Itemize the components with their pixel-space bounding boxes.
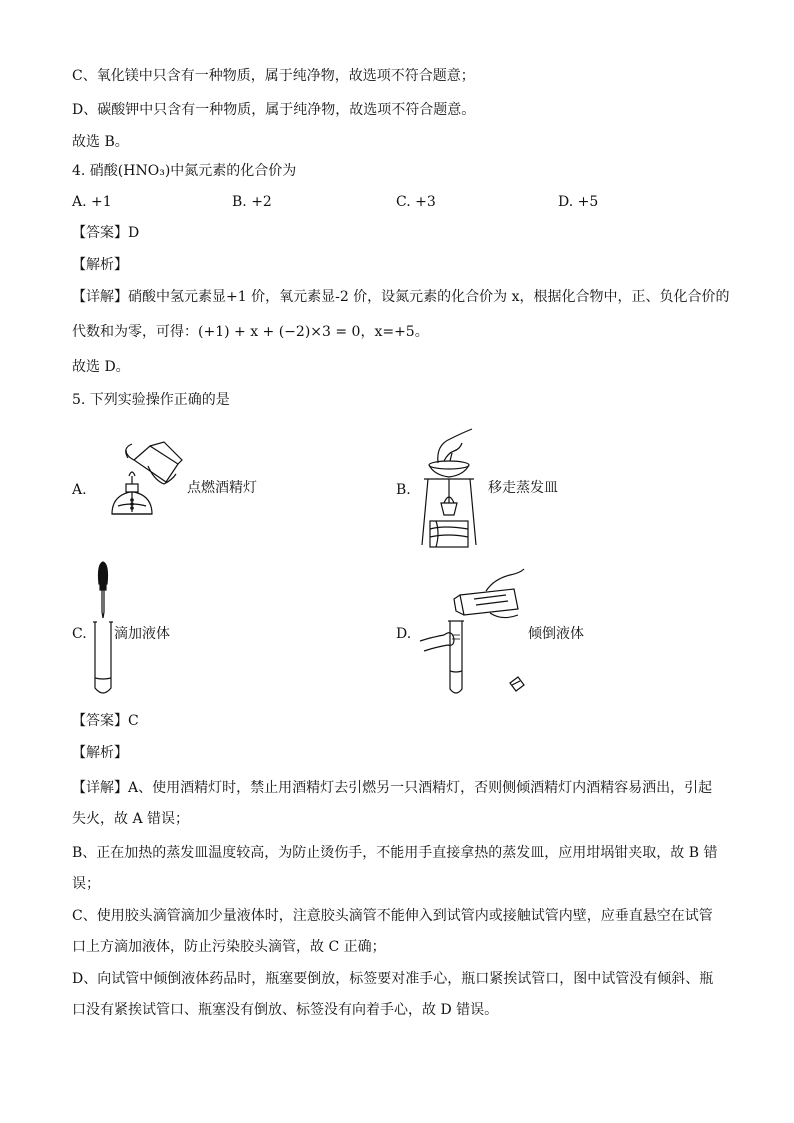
q5-answer: 【答案】C <box>72 713 139 729</box>
q5-option-d-caption: 倾倒液体 <box>528 626 584 642</box>
q5-detail-c: C、使用胶头滴管滴加少量液体时，注意胶头滴管不能伸入到试管内或接触试管内壁，应垂直悬空在试管口上方滴加液体，防止污染胶头滴管，故 C 正确； <box>72 908 713 955</box>
q4-detail-line1: 【详解】硝酸中氢元素显+1 价，氧元素显-2 价，设氮元素的化合价为 x，根据化合物中，正、负化合价的 <box>72 289 730 305</box>
q5-option-d-letter: D. <box>396 626 412 642</box>
q5-stem: 5. 下列实验操作正确的是 <box>72 392 230 408</box>
q4-conclusion: 故选 D。 <box>72 359 130 375</box>
q4-answer: 【答案】D <box>72 225 140 241</box>
q4-option-c: C. +3 <box>396 194 436 210</box>
q4-detail-line2: 代数和为零，可得：(+1) + x + (−2)×3 = 0，x=+5。 <box>72 324 429 340</box>
q5-option-c-caption: 滴加液体 <box>114 626 170 642</box>
prev-line-c: C、氧化镁中只含有一种物质，属于纯净物，故选项不符合题意； <box>72 68 475 84</box>
q4-option-d: D. +5 <box>558 194 599 210</box>
q5-detail-d: D、向试管中倾倒液体药品时，瓶塞要倒放，标签要对准手心，瓶口紧挨试管口，图中试管没有倾斜、瓶口没有紧挨试管口、瓶塞没有倒放、标签没有向着手心，故 D 错误。 <box>72 971 714 1018</box>
q5-option-a-caption: 点燃酒精灯 <box>187 480 257 496</box>
evaporating-dish-figure <box>414 425 484 550</box>
q5-option-b-letter: B. <box>396 482 411 498</box>
q4-analysis-heading: 【解析】 <box>72 257 128 273</box>
q5-option-c-letter: C. <box>72 626 87 642</box>
q4-stem: 4. 硝酸(HNO₃)中氮元素的化合价为 <box>72 163 297 179</box>
q4-option-a: A. +1 <box>72 194 112 210</box>
q5-option-a-letter: A. <box>72 482 87 498</box>
q4-option-b: B. +2 <box>232 194 272 210</box>
prev-conclusion: 故选 B。 <box>72 134 129 150</box>
q5-analysis-heading: 【解析】 <box>72 745 128 761</box>
alcohol-lamp-figure <box>92 440 187 535</box>
q5-option-b-caption: 移走蒸发皿 <box>488 480 558 496</box>
q5-detail-b: B、正在加热的蒸发皿温度较高，为防止烫伤手，不能用手直接拿热的蒸发皿，应用坩埚钳夹取，故 B 错误； <box>72 845 718 892</box>
prev-line-d: D、碳酸钾中只含有一种物质，属于纯净物，故选项不符合题意。 <box>72 102 476 118</box>
q5-detail-a: 【详解】A、使用酒精灯时，禁止用酒精灯去引燃另一只酒精灯，否则侧倾酒精灯内酒精容易洒出，引起失火，故 A 错误； <box>72 780 713 827</box>
pouring-liquid-figure <box>414 565 534 700</box>
